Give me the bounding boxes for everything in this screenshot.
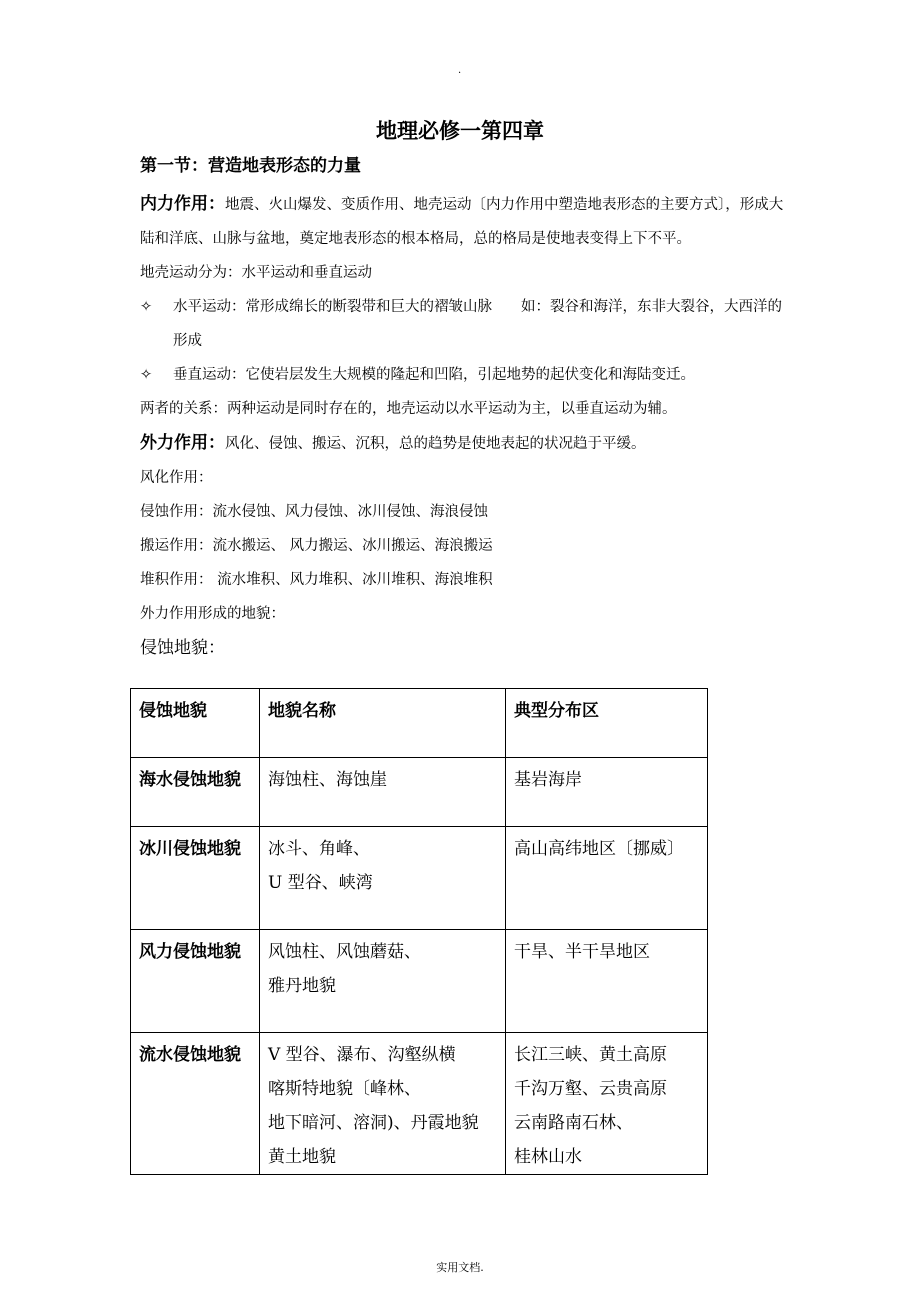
diamond-bullet-icon: ✧ xyxy=(140,367,153,383)
process-weathering: 风化作用： xyxy=(140,470,213,486)
landform-names-cell xyxy=(260,827,506,930)
landform-names-cell xyxy=(260,758,506,827)
cell-line: 海蚀柱、海蚀崖 xyxy=(268,770,387,790)
inner-force-text: 地震、火山爆发、变质作用、地壳运动〔内力作用中塑造地表形态的主要方式〕，形成大陆和洋底、山脉与盆地，奠定地表形态的根本格局，总的格局是使地表变得上下不平。 xyxy=(140,197,784,247)
process-deposition: 堆积作用： 流水堆积、风力堆积、冰川堆积、海浪堆积 xyxy=(140,572,493,588)
distribution-cell xyxy=(506,827,708,930)
header-cell: 侵蚀地貌 xyxy=(131,689,260,758)
landform-names-cell xyxy=(260,1033,506,1175)
relation-text: 两者的关系：两种运动是同时存在的，地壳运动以水平运动为主，以垂直运动为辅。 xyxy=(140,401,677,417)
landform-type-cell: 流水侵蚀地貌 xyxy=(131,1033,260,1175)
cell-line: V 型谷、瀑布、沟壑纵横 xyxy=(268,1045,456,1065)
inner-force-label: 内力作用： xyxy=(140,194,225,214)
diamond-bullet-icon: ✧ xyxy=(140,299,153,315)
landform-type-cell: 海水侵蚀地貌 xyxy=(131,758,260,827)
crust-movement-types: 地壳运动分为：水平运动和垂直运动 xyxy=(140,265,372,281)
landform-names-cell xyxy=(260,930,506,1033)
cell-line: 长江三峡、黄土高原 xyxy=(514,1045,667,1065)
bullet-horizontal-movement xyxy=(140,290,786,358)
bullet-text: 水平运动：常形成绵长的断裂带和巨大的褶皱山脉 如：裂谷和海洋，东非大裂谷，大西洋的形成 xyxy=(173,299,782,349)
cell-line: 高山高纬地区〔挪威〕 xyxy=(514,839,684,859)
table-caption: 侵蚀地貌： xyxy=(140,638,225,658)
landforms-intro: 外力作用形成的地貌： xyxy=(140,606,285,622)
cell-line: U 型谷、峡湾 xyxy=(268,873,373,893)
table-row xyxy=(131,758,708,827)
cell-line: 干旱、半干旱地区 xyxy=(514,942,650,962)
cell-line: 冰斗、角峰、 xyxy=(268,839,370,859)
process-transport: 搬运作用：流水搬运、 风力搬运、冰川搬运、海浪搬运 xyxy=(140,538,493,554)
cell-line: 雅丹地貌 xyxy=(268,976,336,996)
header-mark: . xyxy=(458,65,462,76)
inner-force-paragraph xyxy=(140,187,786,256)
distribution-cell xyxy=(506,758,708,827)
cell-line: 云南路南石林、 xyxy=(514,1113,633,1133)
outer-force-paragraph xyxy=(140,426,786,461)
cell-line: 桂林山水 xyxy=(514,1147,582,1167)
section-title: 第一节：营造地表形态的力量 xyxy=(140,156,361,176)
cell-line: 千沟万壑、云贵高原 xyxy=(514,1079,667,1099)
bullet-text: 垂直运动：它使岩层发生大规模的隆起和凹陷，引起地势的起伏变化和海陆变迁。 xyxy=(173,367,695,383)
table-row xyxy=(131,930,708,1033)
page-title: 地理必修一第四章 xyxy=(376,119,544,143)
landform-type-cell: 风力侵蚀地貌 xyxy=(131,930,260,1033)
outer-force-label: 外力作用： xyxy=(140,433,225,453)
cell-line: 喀斯特地貌〔峰林、 xyxy=(268,1079,421,1099)
table-header-row xyxy=(131,689,708,758)
cell-line: 地下暗河、溶洞)、丹霞地貌 xyxy=(268,1113,479,1133)
cell-line: 风蚀柱、风蚀蘑菇、 xyxy=(268,942,421,962)
header-cell: 地貌名称 xyxy=(260,689,506,758)
header-cell: 典型分布区 xyxy=(506,689,708,758)
table-row xyxy=(131,1033,708,1175)
erosion-landform-table xyxy=(130,688,708,1175)
cell-line: 黄土地貌 xyxy=(268,1147,336,1167)
bullet-vertical-movement xyxy=(140,358,786,392)
page-footer: 实用文档. xyxy=(436,1261,484,1274)
process-erosion: 侵蚀作用：流水侵蚀、风力侵蚀、冰川侵蚀、海浪侵蚀 xyxy=(140,504,488,520)
table-row xyxy=(131,827,708,930)
body-text xyxy=(140,187,786,665)
distribution-cell xyxy=(506,1033,708,1175)
distribution-cell xyxy=(506,930,708,1033)
outer-force-text: 风化、侵蚀、搬运、沉积，总的趋势是使地表起的状况趋于平缓。 xyxy=(225,436,646,452)
landform-type-cell: 冰川侵蚀地貌 xyxy=(131,827,260,930)
cell-line: 基岩海岸 xyxy=(514,770,582,790)
